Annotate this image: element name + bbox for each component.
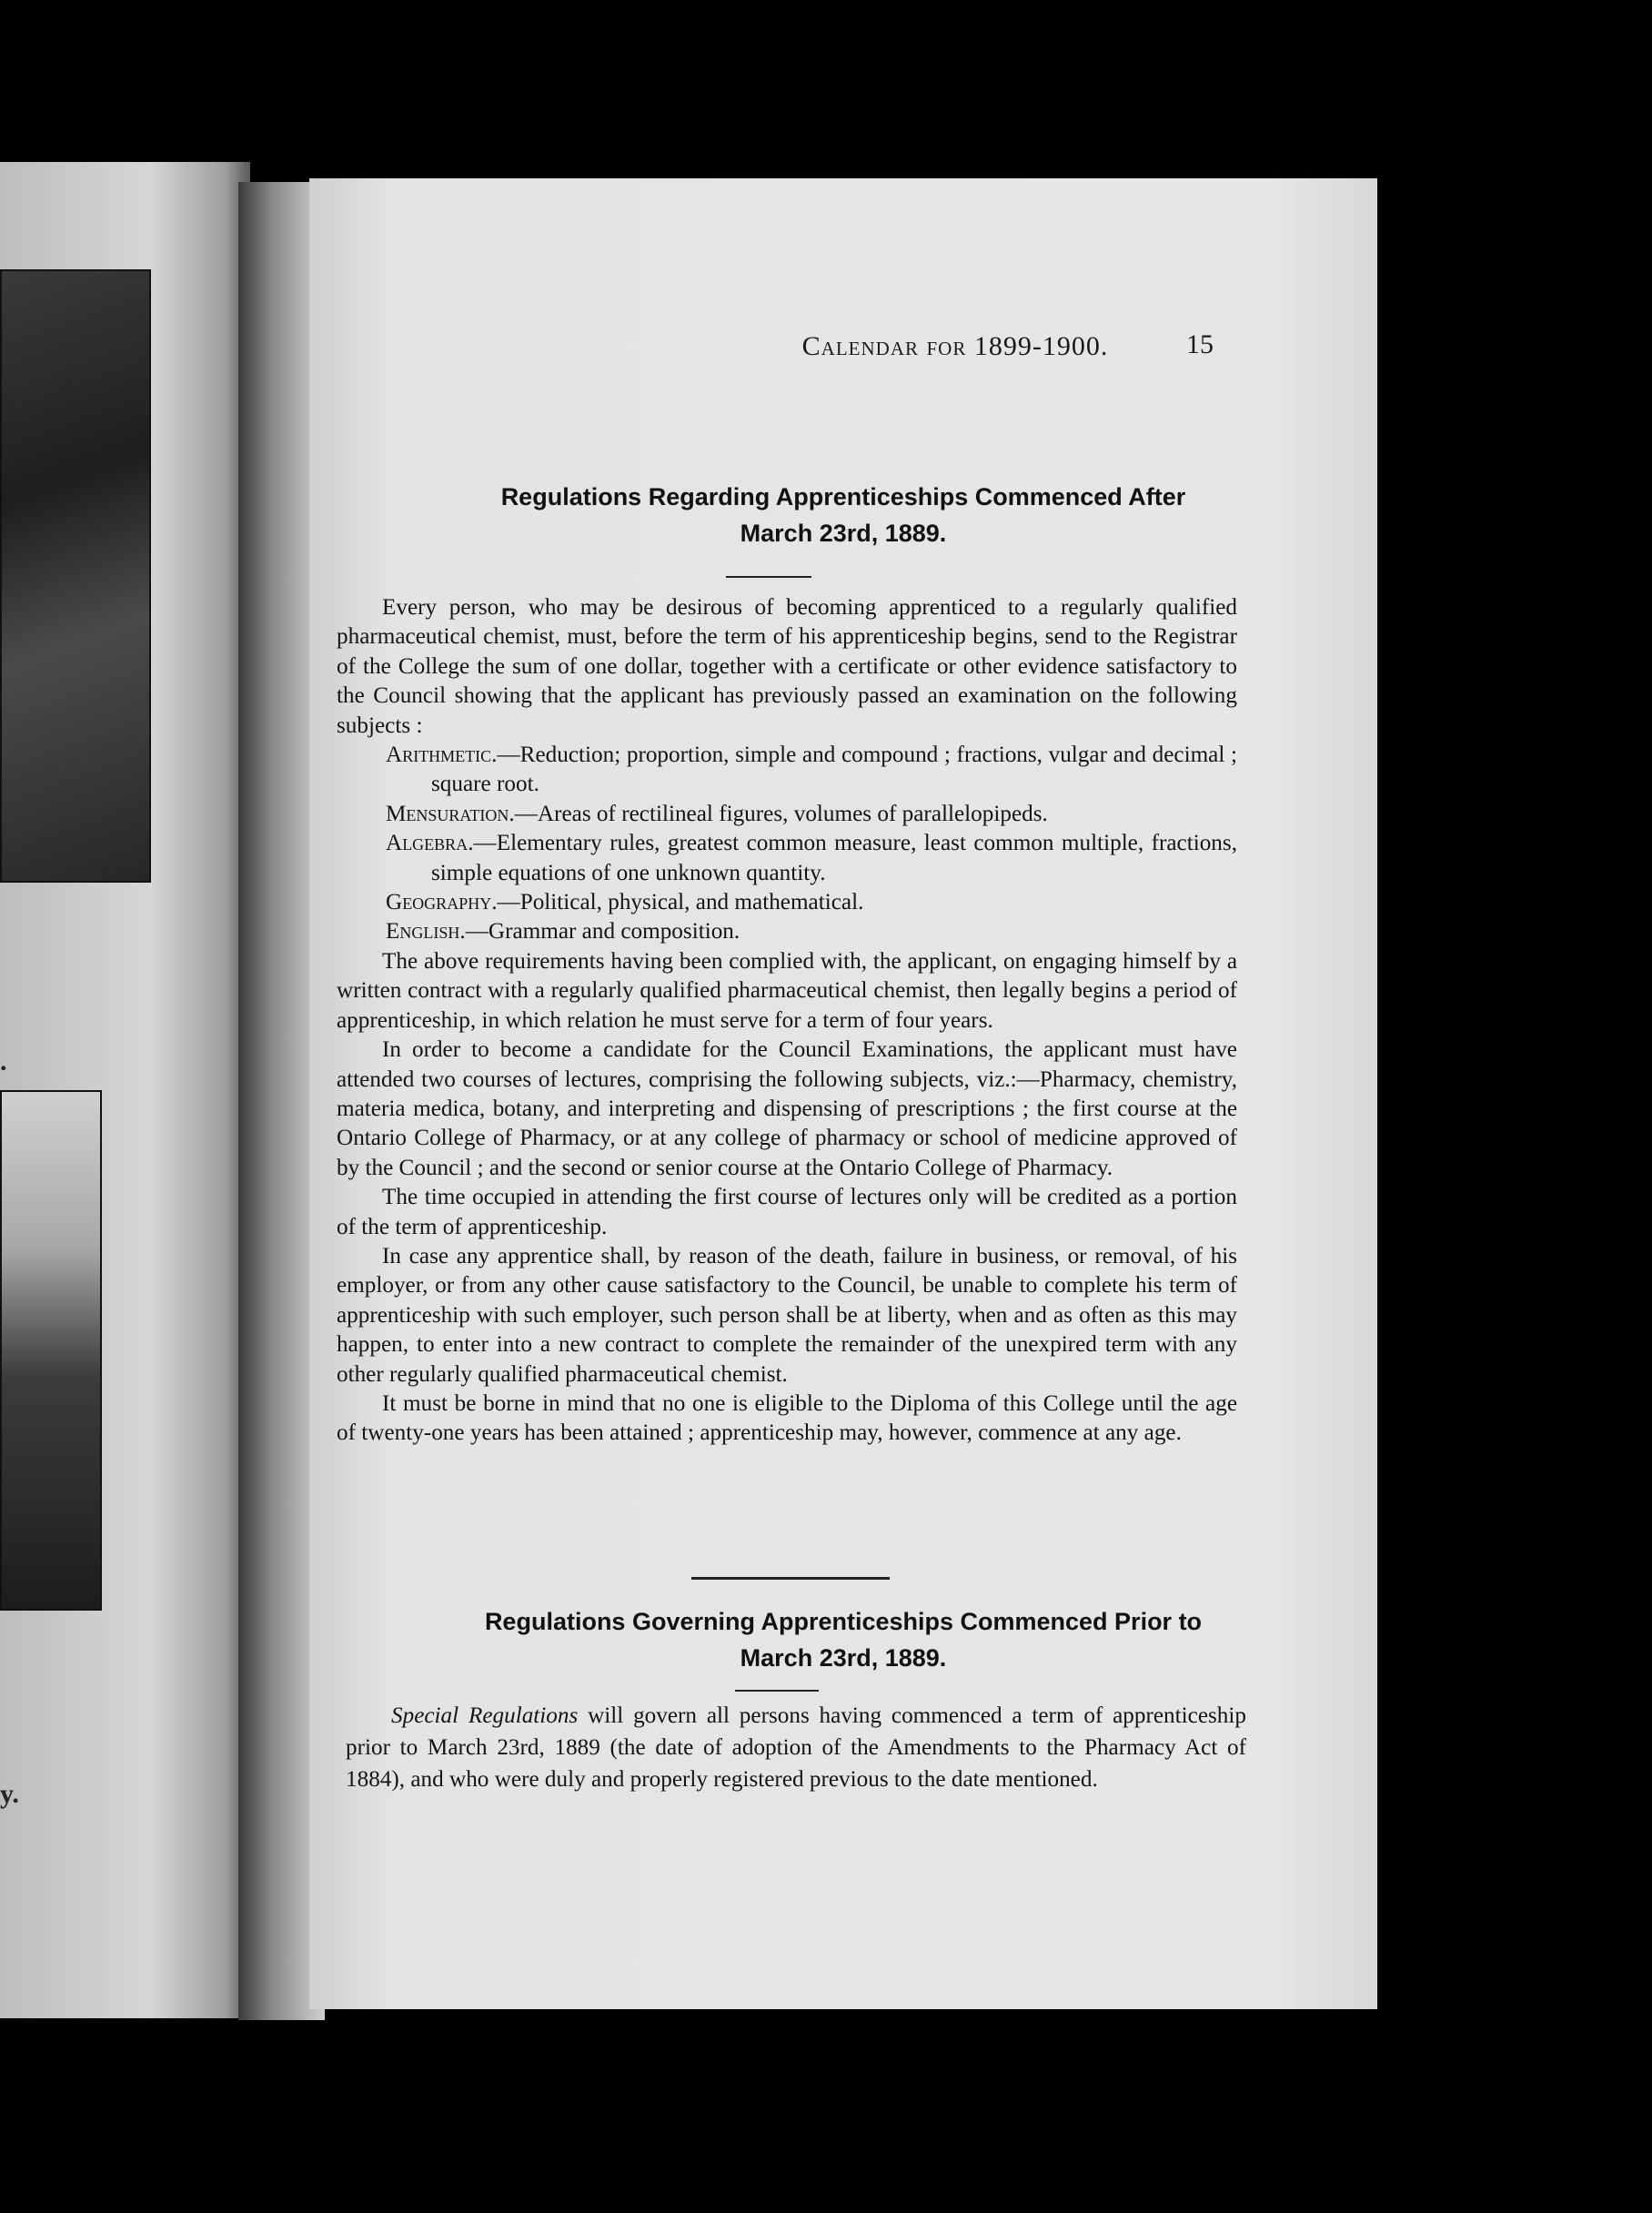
section1-intro: Every person, who may be desirous of becoming apprenticed to a regularly qualified pharmaceutical chemist, must, before the term of his apprenticeship begins, send to the Registrar of the College the sum of one dollar, together with a certificate or other evidence satisfactory to the Council showing that the applicant has previously passed an examination on the following subjects : (337, 595, 1237, 738)
subject-mensuration (337, 800, 1237, 829)
subject-geography (337, 888, 1237, 917)
section2-heading (309, 1603, 1377, 1676)
section1-title-line2: March 23rd, 1889. (740, 520, 947, 547)
facing-page-caption-mark: y. (0, 1779, 19, 1809)
paragraph-change-employer: In case any apprentice shall, by reason of the death, failure in business, or removal, of his employer, or from any other cause satisfactory to the Council, be unable to complete his term of apprenticeship with such employer, such person shall be at liberty, when and as often as this may happen, to enter into a new contract to complete the remainder of the unexpired term with any other regularly qualified pharmaceutical chemist. (337, 1243, 1237, 1387)
paragraph-requirements: The above requirements having been complied with, the applicant, on engaging himself by a written contract with a regularly qualified pharmaceutical chemist, then legally begins a period of apprenticeship, in which relation he must serve for a term of four years. (337, 948, 1237, 1033)
subject-name: Geography. (386, 890, 498, 915)
subject-text: —Political, physical, and mathematical. (497, 890, 864, 915)
subject-text: —Grammar and composition. (465, 919, 740, 945)
subject-name: Mensuration. (386, 801, 515, 826)
section1-body (337, 593, 1237, 1449)
subject-name: English. (386, 919, 466, 945)
section2-paragraph (346, 1700, 1246, 1795)
section1-rule (726, 576, 811, 578)
section2-title-line1: Regulations Governing Apprenticeships Commenced Prior to (484, 1608, 1203, 1635)
running-head-text: Calendar for 1899-1900. (801, 331, 1109, 361)
section-divider-rule (691, 1577, 890, 1580)
subject-text: —Reduction; proportion, simple and compound ; fractions, vulgar and decimal ; square root. (431, 743, 1237, 797)
facing-page-photo-top (0, 269, 151, 883)
running-head (637, 331, 1274, 362)
subject-algebra (337, 829, 1237, 888)
subject-english (337, 917, 1237, 946)
paragraph-time-occupied: The time occupied in attending the first course of lectures only will be credited as a portion of the term of apprenticeship. (337, 1185, 1237, 1239)
paragraph-council-exams: In order to become a candidate for the Council Examinations, the applicant must have attended two courses of lectures, comprising the following subjects, viz.:—Pharmacy, chemistry, materia medica, botany, and interpreting and dispensing of prescriptions ; the first course at the Ontario College of Pharmacy, or at any college of pharmacy or school of medicine approved of by the Council ; and the second or senior course at the Ontario College of Pharmacy. (337, 1037, 1237, 1180)
subject-name: Arithmetic. (386, 743, 498, 768)
section2-paragraph-text: will govern all persons having commenced a term of apprenticeship prior to March 23rd, 1889 (the date of adoption of the Amendments to the Pharmacy Act of 1884), and who were duly and properly registered previous to the date mentioned. (346, 1703, 1246, 1792)
section2-rule (735, 1690, 819, 1692)
subject-arithmetic (337, 741, 1237, 800)
page-number: 15 (1186, 329, 1214, 359)
section1-title-line1: Regulations Regarding Apprenticeships Commenced After (500, 483, 1186, 510)
subject-name: Algebra. (386, 831, 474, 856)
section2-title-line2: March 23rd, 1889. (740, 1644, 947, 1672)
facing-page-caption-mark: . (0, 1046, 7, 1076)
section2-body (346, 1700, 1246, 1795)
subject-text: —Areas of rectilineal figures, volumes of parallelopipeds. (514, 801, 1048, 826)
section1-heading (309, 479, 1377, 551)
facing-page-photo-bottom (0, 1090, 102, 1611)
subject-text: —Elementary rules, greatest common measure, least common multiple, fractions, simple equations of one unknown quantity. (431, 831, 1237, 885)
special-regulations-lead: Special Regulations (391, 1703, 579, 1728)
document-page (309, 178, 1377, 2009)
paragraph-age-requirement: It must be borne in mind that no one is eligible to the Diploma of this College until the age of twenty-one years has been attained ; apprenticeship may, however, commence at any age. (337, 1390, 1237, 1446)
